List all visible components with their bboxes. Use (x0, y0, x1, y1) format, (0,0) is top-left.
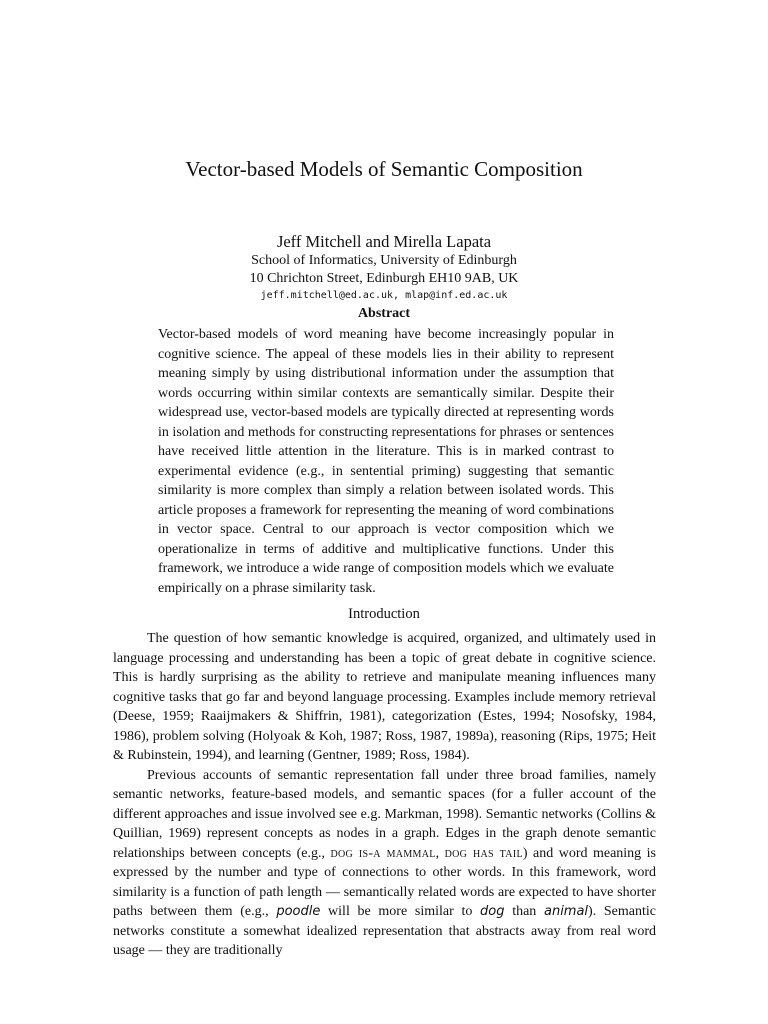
introduction-paragraph-1: The question of how semantic knowledge is acquired, organized, and ultimately used in language processing and understanding has been a topic of great debate in cognitive science. This is hardly surprising as the ability to retrieve and manipulate meaning influences many cognitive tasks that go far and beyond language processing. Examples include memory retrieval (Deese, 1959; Raaijmakers & Shiffrin, 1981), categorization (Estes, 1994; Nosofsky, 1984, 1986), problem solving (Holyoak & Koh, 1987; Ross, 1987, 1989a), reasoning (Rips, 1975; Heit & Rubinstein, 1994), and learning (Gentner, 1989; Ross, 1984). (113, 631, 656, 763)
affiliation-line-1: School of Informatics, University of Edinburgh (251, 253, 517, 268)
introduction-heading: Introduction (348, 606, 420, 622)
paper-title: Vector-based Models of Semantic Composition (185, 157, 583, 181)
affiliation-line-2: 10 Chrichton Street, Edinburgh EH10 9AB, UK (249, 271, 519, 286)
example-relation-1: dog is-a mammal (330, 845, 436, 861)
paragraph-2-text-b: ) and word meaning is expressed by the number and type of connections to other words. In this framework, word similarity is a function of path length — semantically related words are expected to have shorter paths between them (e.g., (113, 845, 656, 919)
paragraph-2-text-d: than (504, 904, 544, 919)
abstract-heading: Abstract (357, 306, 411, 321)
introduction-body (113, 629, 656, 961)
word-animal: animal (543, 904, 589, 919)
paragraph-2-text-a: Previous accounts of semantic representation fall under three broad families, namely semantic networks, feature-based models, and semantic spaces (for a fuller account of the different approaches and issue involved see e.g. Markman, 1998). Semantic networks (Collins & Quillian, 1969) represent concepts as nodes in a graph. Edges in the graph denote semantic relationships between concepts (e.g., (113, 767, 656, 861)
paragraph-2-text-e: ). Semantic networks constitute a somewhat idealized representation that abstracts away from real word usage — they are traditionally (113, 904, 656, 958)
example-relation-2: dog has tail (444, 845, 523, 861)
paragraph-2-text-c: will be more similar to (320, 904, 481, 919)
author-emails: jeff.mitchell@ed.ac.uk, mlap@inf.ed.ac.uk (260, 290, 508, 301)
introduction-paragraph-2 (113, 766, 656, 961)
abstract-text: Vector-based models of word meaning have become increasingly popular in cognitive science. The appeal of these models lies in their ability to represent meaning simply by using distributional information under the assumption that words occurring within similar contexts are semantically similar. Despite their widespread use, vector-based models are typically directed at representing words in isolation and methods for constructing representations for phrases or sentences have received little attention in the literature. This is in marked contrast to experimental evidence (e.g., in sentential priming) suggesting that semantic similarity is more complex than simply a relation between isolated words. This article proposes a framework for representing the meaning of word combinations in vector space. Central to our approach is vector composition which we operationalize in terms of additive and multiplicative functions. Under this framework, we introduce a wide range of composition models which we evaluate empirically on a phrase similarity task. (158, 327, 614, 596)
word-dog: dog (480, 904, 505, 919)
example-separator: , (435, 845, 445, 861)
word-poodle: poodle (276, 904, 321, 919)
author-names: Jeff Mitchell and Mirella Lapata (276, 232, 492, 251)
